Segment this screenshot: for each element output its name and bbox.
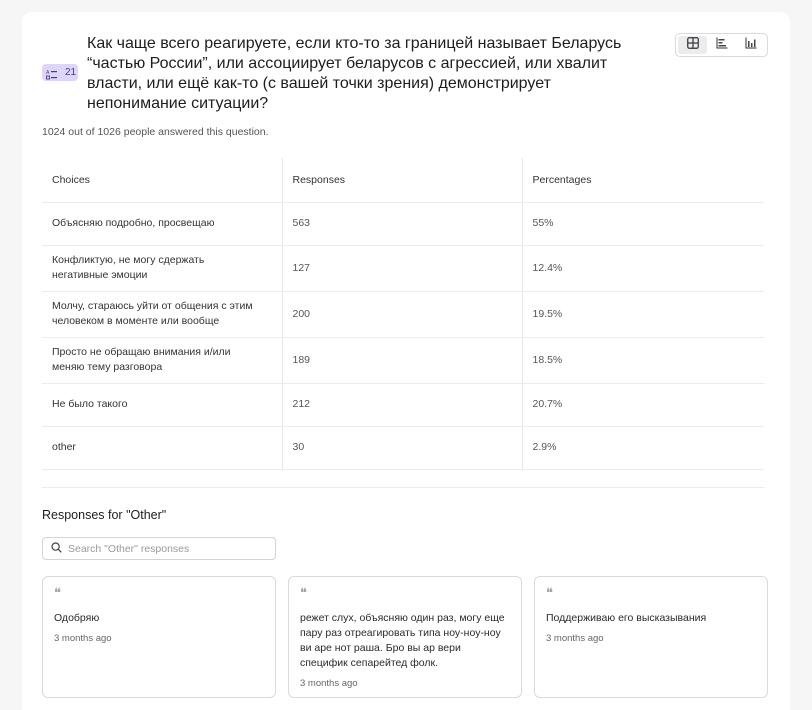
response-count: 212 [282, 383, 522, 426]
quote-icon: ❝ [54, 586, 61, 601]
choice-label-text: Конфликтую, не могу сдержать негативные эмоции [52, 254, 205, 281]
response-time: 3 months ago [546, 633, 604, 644]
table-row [42, 383, 764, 426]
quote-icon: ❝ [300, 586, 307, 601]
response-text: Одобряю [54, 612, 100, 624]
other-response-card [288, 576, 522, 698]
response-count: 127 [282, 245, 522, 291]
other-search-box[interactable] [42, 537, 276, 560]
response-count: 30 [282, 426, 522, 469]
other-response-card [42, 576, 276, 698]
column-header-percentages: Percentages [522, 158, 764, 202]
response-percentage: 2.9% [522, 426, 764, 469]
response-count: 189 [282, 337, 522, 383]
horizontal-bar-view-button[interactable] [707, 36, 736, 54]
question-card [22, 12, 790, 710]
vertical-bar-chart-icon [745, 36, 757, 54]
response-percentage: 20.7% [522, 383, 764, 426]
question-title: Как чаще всего реагируете, если кто-то за границей называет Беларусь “частью России”, или ассоциирует беларусов с агрессией, или хвалит власти, или ещё как-то (с вашей точки зрения) демонстрирует непонимание ситуации? [87, 35, 622, 112]
svg-text:A: A [46, 70, 50, 76]
choice-label-text: Просто не обращаю внимания и/или меняю тему разговора [52, 346, 231, 373]
response-time: 3 months ago [300, 678, 358, 689]
question-number-badge [42, 64, 78, 81]
response-text: Поддерживаю его высказывания [546, 612, 707, 624]
response-text: режет слух, объясняю один раз, могу еще пару раз отреагировать типа ноу-ноу-ноу ви аре нот раша. Бро вы ар вери специфик сепарейтед фолк. [300, 612, 505, 669]
table-row [42, 202, 764, 245]
table-row [42, 337, 764, 383]
table-row [42, 426, 764, 469]
choice-label [42, 245, 282, 291]
choice-label [42, 291, 282, 337]
response-percentage: 55% [522, 202, 764, 245]
view-switch [675, 33, 768, 57]
other-search-input[interactable] [68, 543, 268, 555]
table-view-button[interactable] [678, 36, 707, 54]
choice-label: other [42, 426, 282, 469]
other-responses-title: Responses for "Other" [42, 508, 167, 522]
table-icon [687, 36, 699, 54]
search-icon [51, 540, 62, 558]
table-header-row [42, 158, 764, 202]
response-percentage: 12.4% [522, 245, 764, 291]
quote-icon: ❝ [546, 586, 553, 601]
answered-count: 1024 out of 1026 people answered this question. [42, 126, 269, 138]
response-count: 200 [282, 291, 522, 337]
column-header-choices: Choices [42, 158, 282, 202]
response-count: 563 [282, 202, 522, 245]
other-response-card [534, 576, 768, 698]
response-time: 3 months ago [54, 633, 112, 644]
list-check-icon [46, 67, 57, 78]
choice-label [42, 337, 282, 383]
response-percentage: 18.5% [522, 337, 764, 383]
question-number: 21 [65, 67, 77, 78]
choice-label-text: Молчу, стараюсь уйти от общения с этим человеком в моменте или вообще [52, 300, 253, 327]
table-row [42, 291, 764, 337]
choice-label: Не было такого [42, 383, 282, 426]
table-row [42, 245, 764, 291]
horizontal-bar-chart-icon [716, 36, 728, 54]
response-percentage: 19.5% [522, 291, 764, 337]
choice-label: Объясняю подробно, просвещаю [42, 202, 282, 245]
choices-table [42, 158, 764, 470]
section-divider [42, 487, 764, 488]
column-header-responses: Responses [282, 158, 522, 202]
vertical-bar-view-button[interactable] [736, 36, 765, 54]
